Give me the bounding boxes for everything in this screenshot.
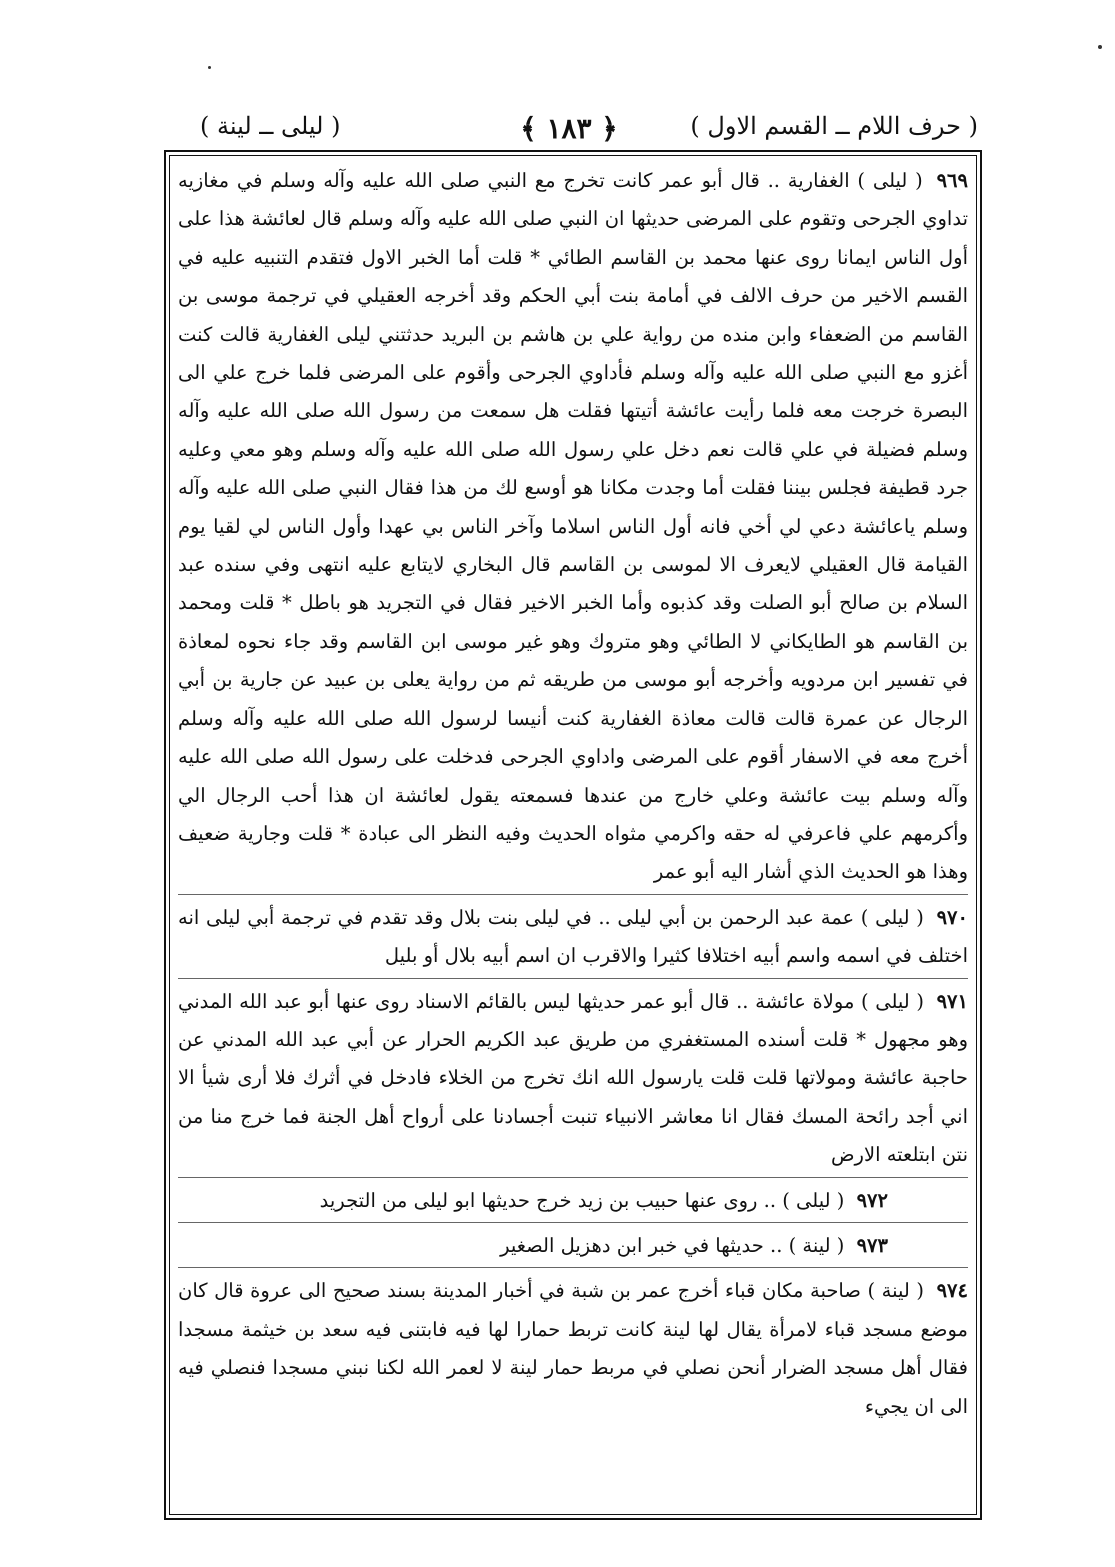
entry-969 (178, 162, 968, 892)
scan-speck (1098, 45, 1102, 49)
entry-number: ٩٧١ (936, 989, 968, 1013)
entry-text: ( ليلى ) عمة عبد الرحمن بن أبي ليلى .. في ليلى بنت بلال وقد تقدم في ترجمة أبي ليلى انه اختلف في اسمه واسم أبيه اختلافا كثيرا والاقرب ان اسم أبيه بلال أو بليل (178, 905, 968, 968)
scan-speck (208, 66, 211, 69)
page-body (178, 162, 968, 1512)
entry-number: ٩٧٤ (936, 1279, 968, 1303)
entry-971 (178, 983, 968, 1175)
entry-974 (178, 1272, 968, 1426)
entry-text: ( ليلى ) الغفارية .. قال أبو عمر كانت تخرج مع النبي صلى الله عليه وآله وسلم في مغازيه تداوي الجرحى وتقوم على المرضى حديثها ان النبي صلى الله عليه وآله وسلم قال لعائشة هذا على أول الناس ايمانا روى عنها محمد بن القاسم الطائي * قلت أما الخبر الاول فتقدم التنبيه عليه في القسم الاخير من حرف الالف في أمامة بنت أبي الحكم وقد أخرجه العقيلي في ترجمة موسى بن القاسم من الضعفاء وابن منده من رواية علي بن هاشم بن البريد حدثتني ليلى الغفارية قالت كنت أغزو مع النبي صلى الله عليه وآله وسلم فأداوي الجرحى وأقوم على المرضى فلما خرج علي الى البصرة خرجت معه فلما رأيت عائشة أتيتها فقلت هل سمعت من رسول الله صلى الله عليه وآله وسلم فضيلة في علي قالت نعم دخل علي رسول الله صلى الله عليه وآله وسلم وهو معي وعليه جرد قطيفة فجلس بيننا فقلت أما وجدت مكانا هو أوسع لك من هذا فقال النبي صلى الله عليه وآله وسلم ياعائشة دعي لي أخي فانه أول الناس اسلاما وآخر الناس بي عهدا وأول الناس لي لقيا يوم القيامة قال العقيلي لايعرف الا لموسى بن القاسم قال البخاري لايتابع عليه انتهى وفي سنده عبد السلام بن صالح أبو الصلت وقد كذبوه وأما الخبر الاخير فقال في التجريد هو باطل * قلت ومحمد بن القاسم هو الطايكاني لا الطائي وهو متروك وهو غير موسى ابن القاسم وقد جاء نحوه لمعاذة في تفسير ابن مردويه وأخرجه أبو موسى من طريقه ثم من رواية يعلى بن عبيد عن جارية بن أبي الرجال عن عمرة قالت قالت معاذة الغفارية كنت أنيسا لرسول الله صلى الله عليه وآله وسلم أخرج معه في الاسفار أقوم على المرضى واداوي الجرحى فدخلت على رسول الله صلى الله عليه وآله وسلم بيت عائشة وعلي خارج من عندها فسمعته يقول لعائشة ان هذا أحب الرجال الي وأكرمهم علي فاعرفي له حقه واكرمي مثواه الحديث وفيه النظر الى عبادة * قلت وجارية ضعيف وهذا هو الحديث الذي أشار اليه أبو عمر (178, 169, 968, 884)
entry-divider (178, 1222, 968, 1223)
page-number: ﴿ ١٨٣ ﴾ (520, 112, 618, 145)
entry-973 (178, 1227, 968, 1265)
entry-divider (178, 1267, 968, 1268)
entry-range-heading: ( ليلى ــ لينة ) (200, 112, 341, 140)
entry-970 (178, 899, 968, 976)
entry-text: ( ليلى ) مولاة عائشة .. قال أبو عمر حديثها ليس بالقائم الاسناد روى عنها أبو عبد الله المدني وهو مجهول * قلت أسنده المستغفري من طريق عبد الكريم الحرار عن أبي عبد الله المدني عن حاجبة عائشة ومولاتها قلت قلت يارسول الله انك تخرج من الخلاء فادخل في أثرك فلا أرى شيأ الا اني أجد رائحة المسك فقال انا معاشر الانبياء تنبت أجسادنا على أرواح أهل الجنة فما خرج منا من نتن ابتلعته الارض (178, 989, 968, 1167)
entry-number: ٩٦٩ (936, 169, 968, 192)
entry-text: ( لينة ) .. حديثها في خبر ابن دهزيل الصغير (500, 1233, 845, 1257)
entry-number: ٩٧٣ (856, 1233, 888, 1257)
entry-text: ( لينة ) صاحبة مكان قباء أخرج عمر بن شبة في أخبار المدينة بسند صحيح الى عروة قال كان موضع مسجد قباء لامرأة يقال لها لينة كانت تربط حمارا لها فيه فابتنى فيه سعد بن خيثمة مسجدا فقال أهل مسجد الضرار أنحن نصلي في مربط حمار لينة لا لعمر الله لكنا نبني مسجدا فنصلي فيه الى ان يجيء (178, 1279, 968, 1418)
entry-number: ٩٧٠ (936, 905, 968, 929)
page-header (160, 108, 978, 148)
entry-972 (178, 1182, 968, 1220)
entry-divider (178, 1177, 968, 1178)
entry-number: ٩٧٢ (856, 1188, 888, 1212)
entry-text: ( ليلى ) .. روى عنها حبيب بن زيد خرج حديثها ابو ليلى من التجريد (319, 1188, 845, 1212)
entry-divider (178, 978, 968, 979)
entry-divider (178, 894, 968, 895)
chapter-heading: ( حرف اللام ــ القسم الاول ) (690, 112, 978, 140)
